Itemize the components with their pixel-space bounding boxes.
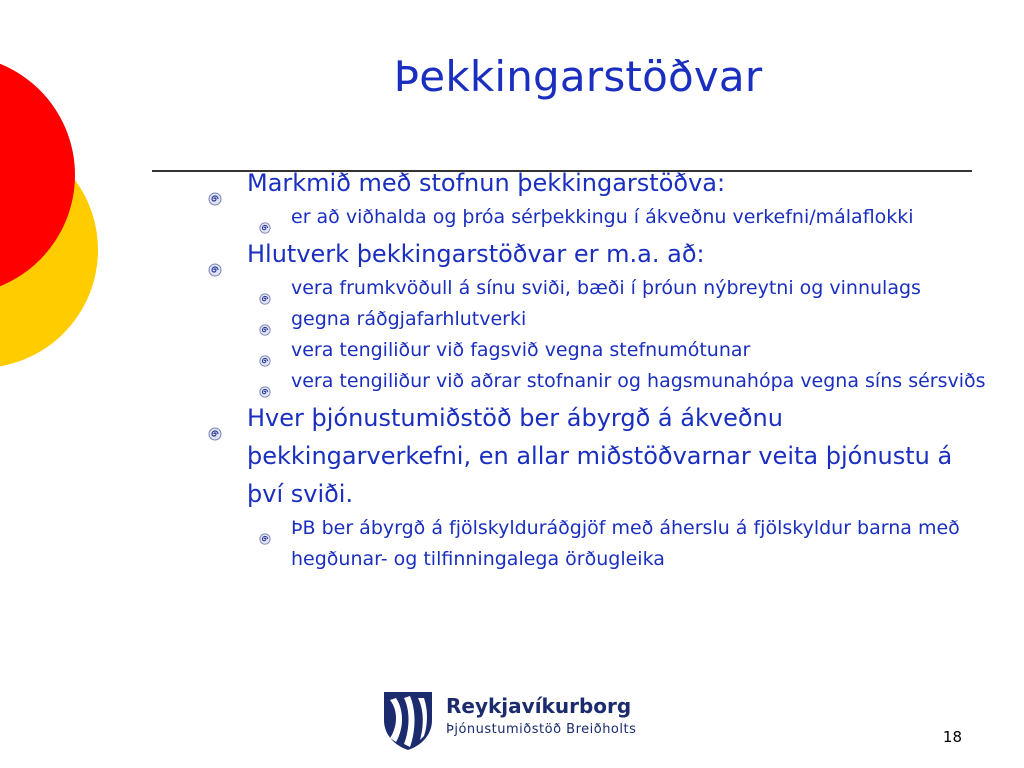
page-number: 18: [942, 728, 962, 746]
list-item: [205, 513, 995, 575]
swirl-bullet-icon: [259, 524, 271, 555]
list-item: [205, 304, 995, 335]
swirl-bullet-icon: [208, 414, 222, 452]
bullet-text: gegna ráðgjafarhlutverki: [291, 308, 527, 330]
list-item: [205, 335, 995, 366]
bullet-list: [205, 162, 995, 575]
list-item: [205, 164, 995, 202]
bullet-text: ÞB ber ábyrgð á fjölskylduráðgjöf með áherslu á fjölskyldur barna með hegðunar- og tilfinningalega örðugleika: [291, 517, 960, 570]
bullet-text: vera tengiliður við aðrar stofnanir og hagsmunahópa vegna síns sérsviðs: [291, 370, 986, 392]
bullet-text: Hlutverk þekkingarstöðvar er m.a. að:: [247, 240, 705, 268]
reykjavikurborg-logo: [380, 690, 680, 750]
list-item: [205, 235, 995, 273]
bullet-text: vera frumkvöðull á sínu sviði, bæði í þróun nýbreytni og vinnulags: [291, 277, 921, 299]
slide-title: Þekkingarstöðvar: [393, 52, 763, 101]
list-item: [205, 399, 995, 513]
bullet-text: vera tengiliður við fagsvið vegna stefnumótunar: [291, 339, 751, 361]
bullet-text: Markmið með stofnun þekkingarstöðva:: [247, 169, 726, 197]
decorative-circles: [0, 0, 110, 420]
bullet-text: er að viðhalda og þróa sérþekkingu í ákveðnu verkefni/málaflokki: [291, 206, 914, 228]
list-item: [205, 202, 995, 233]
city-shield-icon: [380, 690, 436, 752]
list-item: [205, 366, 995, 397]
bullet-text: Hver þjónustumiðstöð ber ábyrgð á ákveðnu þekkingarverkefni, en allar miðstöðvarnar veita þjónustu á því sviði.: [247, 404, 953, 508]
list-item: [205, 273, 995, 304]
logo-subtitle: Þjónustumiðstöð Breiðholts: [446, 722, 637, 737]
logo-name: Reykjavíkurborg: [446, 694, 632, 718]
